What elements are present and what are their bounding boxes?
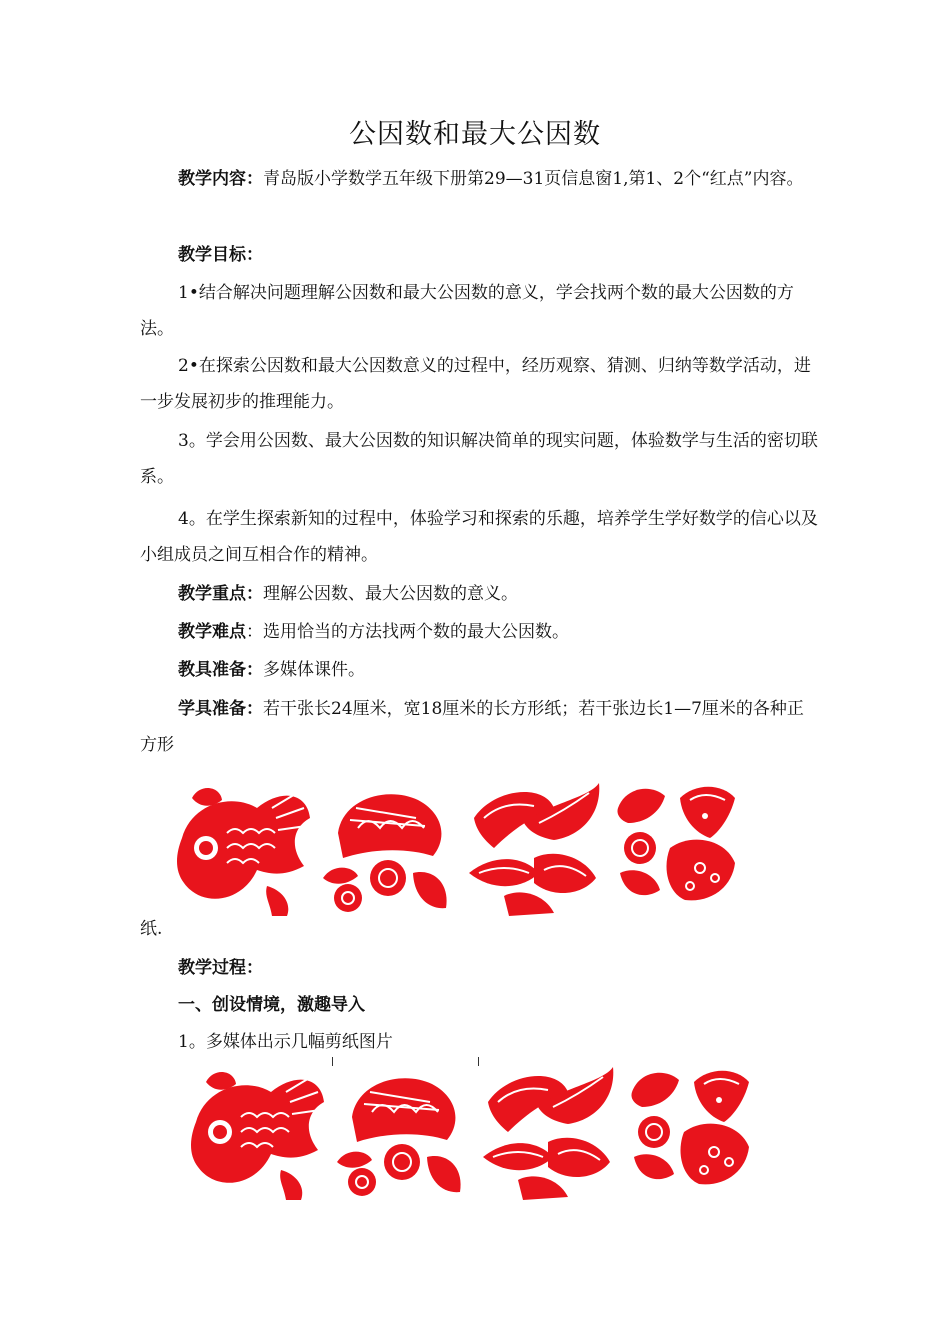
teacher-tools: [140, 652, 820, 688]
student-tools-label: 学具准备：: [178, 699, 263, 719]
lotus-papercut-image: [318, 778, 458, 918]
papercut-row-2: [186, 1062, 764, 1202]
teaching-goals-heading: [140, 237, 820, 273]
goal-item-1: 1•结合解决问题理解公因数和最大公因数的意义，学会找两个数的最大公因数的方法。: [140, 283, 794, 339]
rabbit-papercut-image: [610, 778, 750, 918]
process-label: 教学过程：: [178, 958, 263, 978]
student-tools-tail: 纸.: [140, 919, 163, 939]
process-heading: [140, 950, 820, 986]
teacher-tools-text: 多媒体课件。: [263, 660, 365, 680]
teacher-tools-label: 教具准备：: [178, 660, 263, 680]
key-point-text: 理解公因数、最大公因数的意义。: [263, 584, 518, 604]
teaching-content-label: 教学内容：: [178, 169, 263, 189]
step1: 1。多媒体出示几幅剪纸图片: [178, 1032, 393, 1052]
papercut-row-1: [172, 778, 750, 918]
key-point-label: 教学重点：: [178, 584, 263, 604]
difficulty-text: ：选用恰当的方法找两个数的最大公因数。: [246, 622, 569, 642]
teaching-content-text: 青岛版小学数学五年级下册第29—31页信息窗1,第1、2个“红点”内容。: [263, 169, 804, 189]
difficulty-label: 教学难点: [178, 622, 246, 642]
teaching-content: [140, 161, 820, 197]
goal-item-2: 2•在探索公因数和最大公因数意义的过程中，经历观察、猜测、归纳等数学活动，进一步发展初步的推理能力。: [140, 356, 811, 412]
student-tools: [140, 691, 820, 763]
document-title: 公因数和最大公因数: [349, 119, 601, 150]
phoenix-papercut-image: [464, 778, 604, 918]
student-tools-text: 若干张长24厘米，宽18厘米的长方形纸；若干张边长1—7厘米的各种正方形: [140, 699, 804, 755]
phoenix-papercut-image: [478, 1062, 618, 1202]
goal-item-4: 4。在学生探索新知的过程中，体验学习和探索的乐趣，培养学生学好数学的信心以及小组成员之间互相合作的精神。: [140, 509, 818, 565]
section1-heading: [140, 987, 820, 1023]
goal-item-3: 3。学会用公因数、最大公因数的知识解决简单的现实问题，体验数学与生活的密切联系。: [140, 431, 818, 487]
goldfish-papercut-image: [172, 778, 312, 918]
lotus-papercut-image: [332, 1062, 472, 1202]
section1-label: 一、创设情境，激趣导入: [178, 995, 365, 1015]
difficulty: [140, 614, 820, 650]
rabbit-papercut-image: [624, 1062, 764, 1202]
key-point: [140, 576, 820, 612]
goldfish-papercut-image: [186, 1062, 326, 1202]
teaching-goals-label: 教学目标：: [178, 245, 263, 265]
